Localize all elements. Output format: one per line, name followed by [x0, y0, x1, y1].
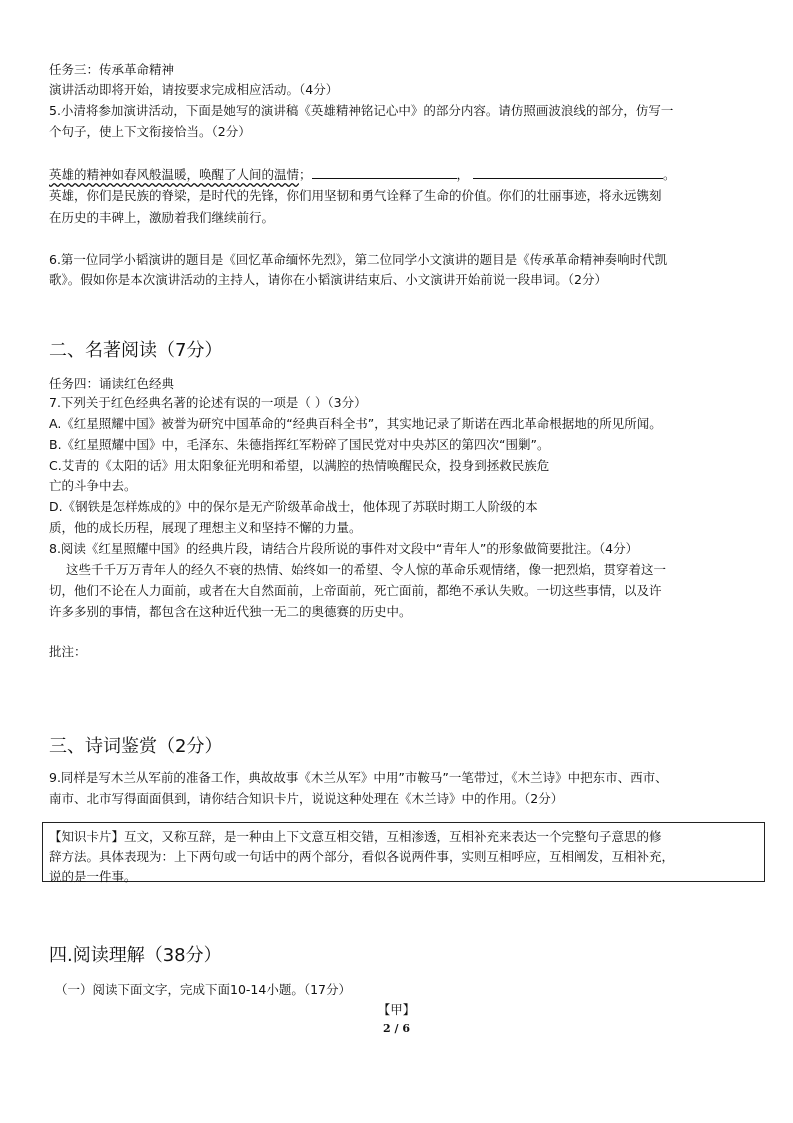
card-line3: 说的是一件事。 — [49, 869, 137, 884]
knowledge-card — [42, 822, 765, 882]
section-4-heading: 四.阅读理解（38分） — [49, 945, 222, 966]
option-b[interactable]: B.《红星照耀中国》中，毛泽东、朱德指挥红军粉碎了国民党对中央苏区的第四次“围剿”。 — [49, 437, 550, 452]
speech-line3: 在历史的丰碑上，激励着我们继续前行。 — [49, 210, 275, 225]
question-5-line2: 个句子，使上下文衔接恰当。（2分） — [49, 124, 251, 139]
question-6-line2: 歌》。假如你是本次演讲活动的主持人，请你在小韬演讲结束后、小文演讲开始前说一段串词。（2分） — [49, 272, 607, 287]
card-line1: 【知识卡片】互文，又称互辞，是一种由上下文意互相交错，互相渗透，互相补充来表达一个完整句子意思的修 — [49, 829, 662, 844]
question-5-line1: 5.小清将参加演讲活动，下面是她写的演讲稿《英雄精神铭记心中》的部分内容。请仿照画波浪线的部分，仿写一 — [49, 103, 674, 118]
task3-title: 任务三：传承革命精神 — [49, 62, 175, 77]
option-d-line1[interactable]: D.《钢铁是怎样炼成的》中的保尔是无产阶级革命战士，他体现了苏联时期工人阶级的本 — [49, 499, 538, 514]
passage-line2: 切，他们不论在人力面前，或者在大自然面前，上帝面前，死亡面前，都绝不承认失败。一切这些事情，以及许 — [49, 583, 662, 598]
card-line2: 辞方法。具体表现为：上下两句或一句话中的两个部分，看似各说两件事，实则互相呼应，互相阐发，互相补充， — [49, 849, 675, 864]
question-7: 7.下列关于红色经典名著的论述有误的一项是（ ）（3分） — [49, 395, 367, 410]
answer-blank-2[interactable] — [473, 164, 663, 179]
passage-jia-label: 【甲】 — [377, 1002, 416, 1017]
passage-line1: 这些千千万万青年人的经久不衰的热情、始终如一的希望、令人惊的革命乐观情绪，像一把烈焰，贯穿着这一 — [66, 562, 667, 577]
question-8: 8.阅读《红星照耀中国》的经典片段，请结合片段所说的事件对文段中“青年人”的形象做简要批注。（4分） — [49, 541, 639, 556]
option-a[interactable]: A.《红星照耀中国》被誉为研究中国革命的“经典百科全书”，其实地记录了斯诺在西北革命根据地的所见所闻。 — [49, 416, 662, 431]
section-2-heading: 二、名著阅读（7分） — [49, 340, 223, 361]
subsection-1: （一）阅读下面文字，完成下面10-14小题。（17分） — [55, 982, 351, 997]
option-c-line2: 亡的斗争中去。 — [49, 478, 137, 493]
option-c-line1[interactable]: C.艾青的《太阳的话》用太阳象征光明和希望，以满腔的热情唤醒民众，投身到拯救民族危 — [49, 458, 550, 473]
speech-line2: 英雄，你们是民族的脊梁，是时代的先锋，你们用坚韧和勇气诠释了生命的价值。你们的壮丽事迹，将永远镌刻 — [49, 188, 662, 203]
question-9-line1: 9.同样是写木兰从军前的准备工作，典故故事《木兰从军》中用”市鞍马”一笔带过，《木兰诗》中把东市、西市、 — [49, 770, 668, 785]
answer-blank-1[interactable] — [312, 164, 457, 179]
wavy-underlined-sentence: 英雄的精神如春风般温暖，唤醒了人间的温情 — [49, 167, 300, 182]
page-number: 2 / 6 — [383, 1022, 410, 1035]
question-6-line1: 6.第一位同学小韬演讲的题目是《回忆革命缅怀先烈》，第二位同学小文演讲的题目是《传承革命精神奏响时代凯 — [49, 252, 668, 267]
speech-line1: 英雄的精神如春风般温暖，唤醒了人间的温情； ， 。 — [49, 164, 676, 185]
task4-title: 任务四：诵读红色经典 — [49, 376, 175, 391]
annotation-label: 批注： — [49, 644, 87, 659]
question-9-line2: 南市、北市写得面面俱到，请你结合知识卡片，说说这种处理在《木兰诗》中的作用。（2分） — [49, 791, 564, 806]
option-d-line2: 质，他的成长历程，展现了理想主义和坚持不懈的力量。 — [49, 520, 362, 535]
section-3-heading: 三、诗词鉴赏（2分） — [49, 736, 223, 757]
passage-line3: 许多多别的事情，都包含在这种近代独一无二的奥德赛的历史中。 — [49, 604, 412, 619]
activity-intro: 演讲活动即将开始，请按要求完成相应活动。（4分） — [49, 82, 339, 97]
